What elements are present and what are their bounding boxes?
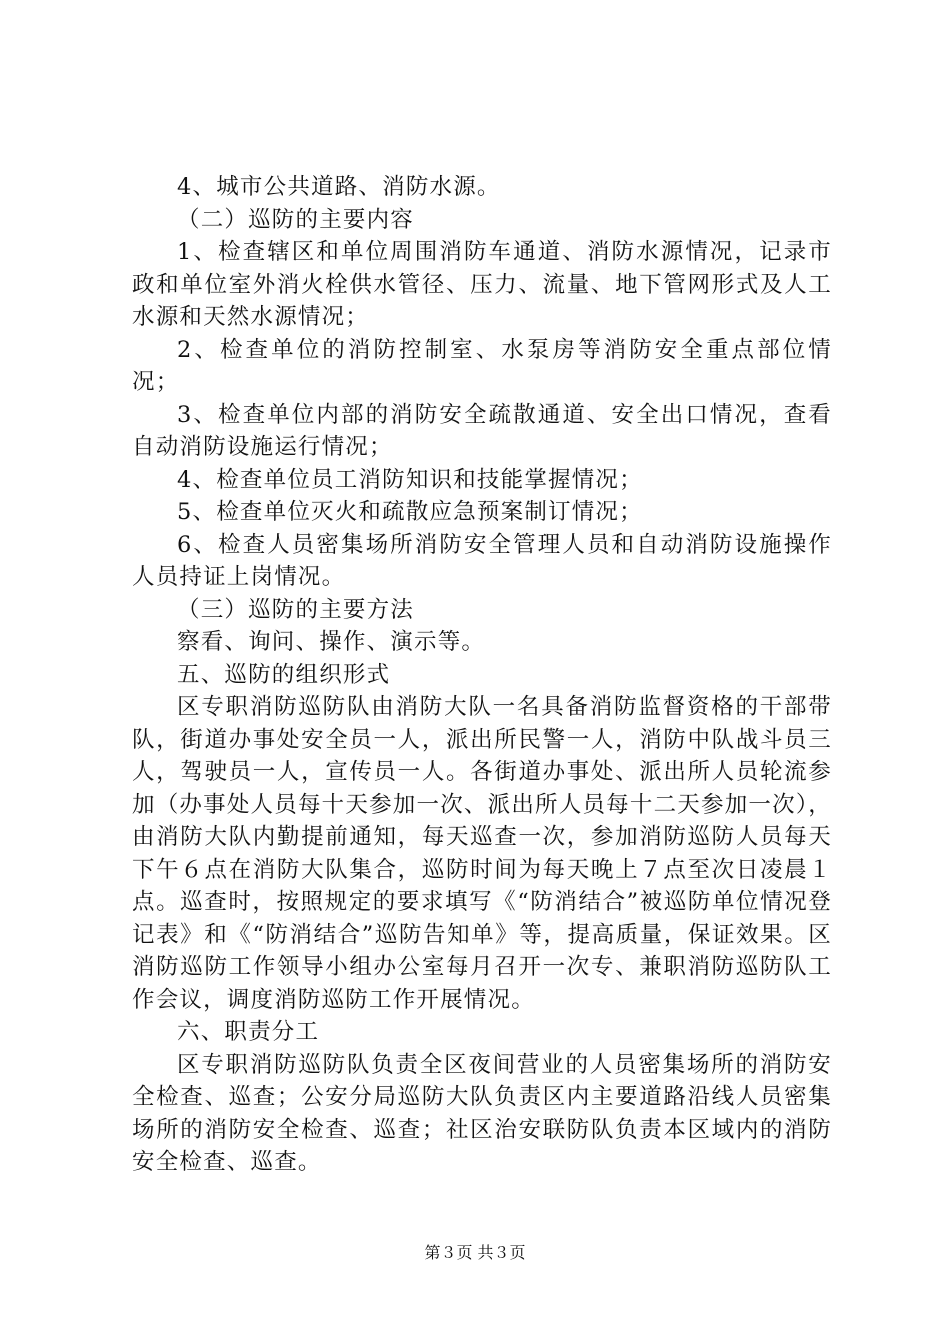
list-item-check-staff-knowledge: 4、检查单位员工消防知识和技能掌握情况； [177, 466, 643, 493]
section-heading-organization: 五、巡防的组织形式 [177, 661, 391, 688]
paragraph-responsibilities: 区专职消防巡防队负责全区夜间营业的人员密集场所的消防安全检查、巡查；公安分局巡防大队负责区内主要道路沿线人员密集场所的消防安全检查、巡查；社区治安联防队负责本区域内的消防安全检查、巡查。 [132, 1051, 832, 1175]
list-item-check-emergency-plan: 5、检查单位灭火和疏散应急预案制订情况； [177, 499, 643, 525]
list-item-check-evacuation: 3、检查单位内部的消防安全疏散通道、安全出口情况，查看自动消防设施运行情况； [132, 401, 832, 460]
document-body [132, 171, 832, 1179]
section-heading-patrol-content: （二）巡防的主要内容 [177, 206, 415, 233]
list-item-check-certification: 6、检查人员密集场所消防安全管理人员和自动消防设施操作人员持证上岗情况。 [132, 531, 832, 590]
list-item-public-roads: 4、城市公共道路、消防水源。 [177, 174, 501, 200]
paragraph-organization: 区专职消防巡防队由消防大队一名具备消防监督资格的干部带队，街道办事处安全员一人，派出所民警一人，消防中队战斗员三人，驾驶员一人，宣传员一人。各街道办事处、派出所人员轮流参加（办事处人员每十天参加一次、派出所人员每十二天参加一次），由消防大队内勤提前通知，每天巡查一次，参加消防巡防人员每天下午６点在消防大队集合，巡防时间为每天晚上７点至次日凌晨１点。巡查时，按照规定的要求填写《“防消结合”被巡防单位情况登记表》和《“防消结合”巡防告知单》等，提高质量，保证效果。区消防巡防工作领导小组办公室每月召开一次专、兼职消防巡防队工作会议，调度消防巡防工作开展情况。 [132, 694, 832, 1013]
paragraph-methods: 察看、询问、操作、演示等。 [177, 629, 486, 655]
page-number-footer: 第３页 共３页 [424, 1243, 526, 1262]
section-heading-patrol-methods: （三）巡防的主要方法 [177, 596, 415, 623]
list-item-check-fire-access: 1、检查辖区和单位周围消防车通道、消防水源情况，记录市政和单位室外消火栓供水管径、压力、流量、地下管网形式及人工水源和天然水源情况； [132, 239, 832, 330]
section-heading-responsibilities: 六、职责分工 [177, 1019, 320, 1045]
list-item-check-control-room: 2、检查单位的消防控制室、水泵房等消防安全重点部位情况； [132, 336, 832, 395]
